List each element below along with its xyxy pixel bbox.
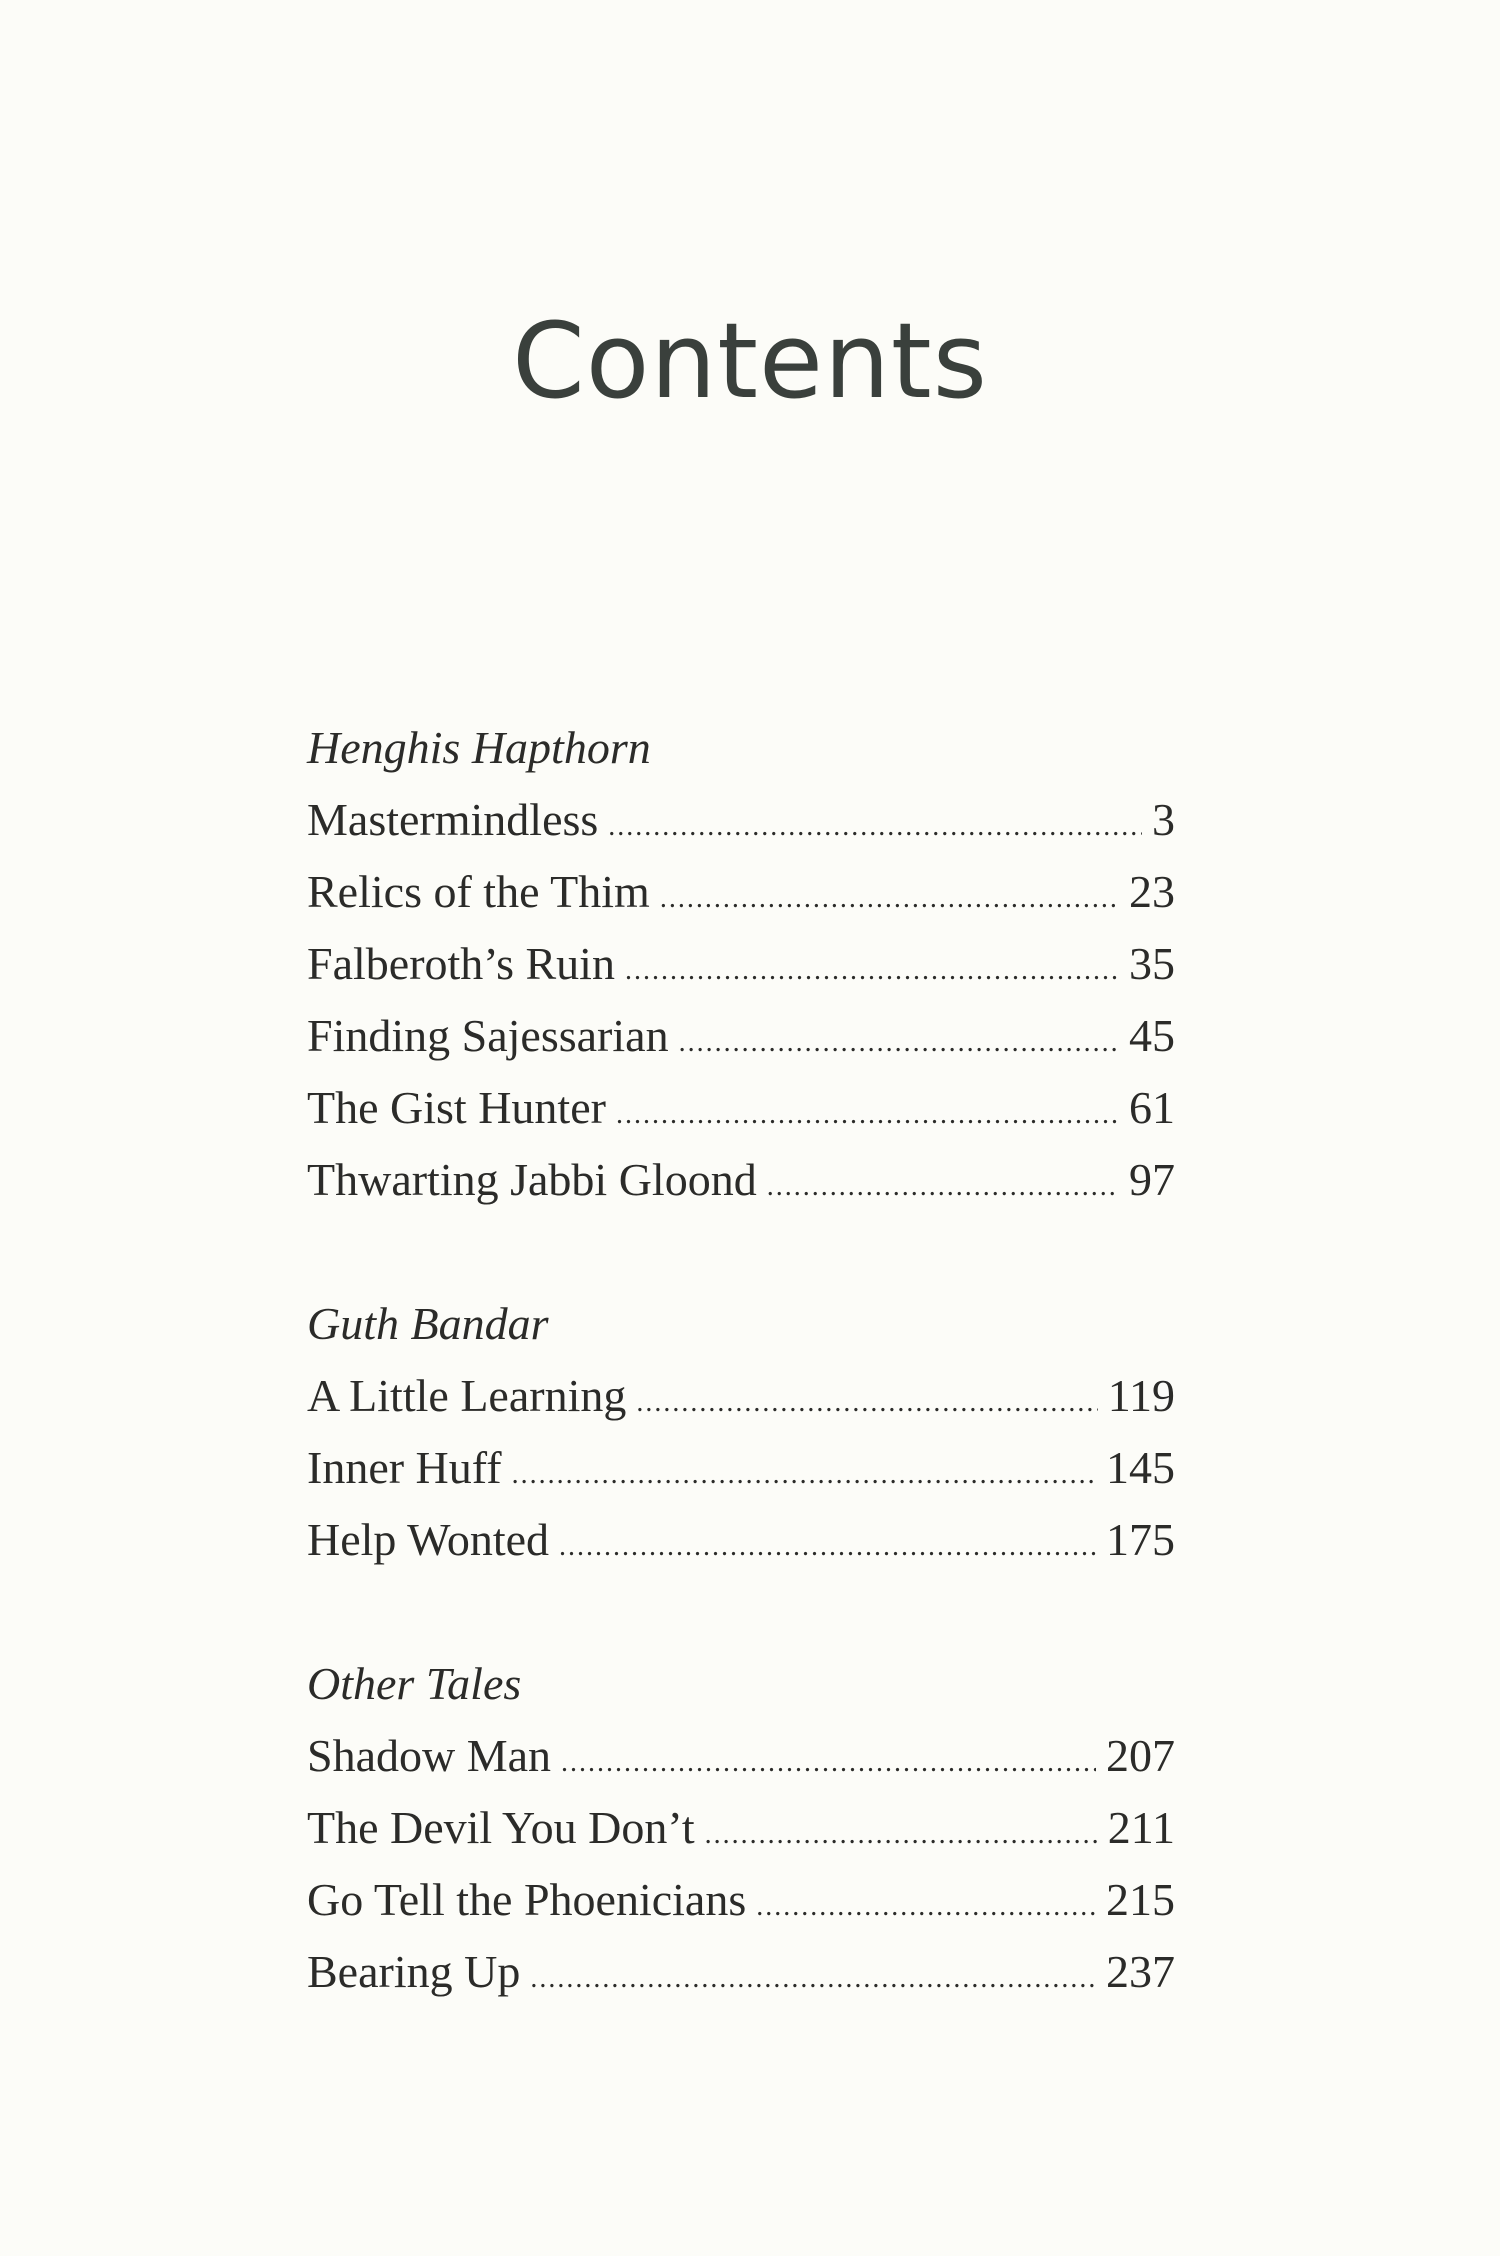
entry-title: A Little Learning xyxy=(307,1370,627,1421)
entry-page-number: 237 xyxy=(1106,1946,1175,1997)
section-heading: Other Tales xyxy=(307,1658,522,1709)
dot-leader xyxy=(616,1079,1119,1151)
toc-entry[interactable] xyxy=(307,1936,1175,2008)
entry-title: Finding Sajessarian xyxy=(307,1010,669,1061)
entry-title: Help Wonted xyxy=(307,1514,550,1565)
dot-leader xyxy=(705,1799,1098,1871)
entry-title: Falberoth’s Ruin xyxy=(307,938,615,989)
entry-page-number: 61 xyxy=(1129,1082,1175,1133)
entry-page-number: 211 xyxy=(1107,1802,1175,1853)
entry-page-number: 97 xyxy=(1129,1154,1175,1205)
toc-entry[interactable] xyxy=(307,1792,1175,1864)
table-of-contents xyxy=(307,712,1175,2080)
entry-page-number: 145 xyxy=(1106,1442,1175,1493)
toc-entry[interactable] xyxy=(307,1072,1175,1144)
entry-page-number: 215 xyxy=(1106,1874,1175,1925)
dot-leader xyxy=(636,1367,1097,1439)
dot-leader xyxy=(530,1943,1096,2015)
toc-entry[interactable] xyxy=(307,1000,1175,1072)
dot-leader xyxy=(756,1871,1096,1943)
toc-entry[interactable] xyxy=(307,1432,1175,1504)
entry-title: Bearing Up xyxy=(307,1946,521,1997)
entry-title: Go Tell the Phoenicians xyxy=(307,1874,747,1925)
entry-title: Inner Huff xyxy=(307,1442,502,1493)
entry-title: The Gist Hunter xyxy=(307,1082,606,1133)
page-title: Contents xyxy=(512,300,988,422)
toc-entry[interactable] xyxy=(307,1504,1175,1576)
entry-page-number: 119 xyxy=(1107,1370,1175,1421)
entry-page-number: 207 xyxy=(1106,1730,1175,1781)
dot-leader xyxy=(559,1511,1096,1583)
entry-title: Thwarting Jabbi Gloond xyxy=(307,1154,757,1205)
toc-section-guth-bandar xyxy=(307,1288,1175,1576)
dot-leader xyxy=(767,1151,1119,1223)
toc-entry[interactable] xyxy=(307,1144,1175,1216)
toc-entry[interactable] xyxy=(307,784,1175,856)
entry-title: Shadow Man xyxy=(307,1730,552,1781)
toc-entry[interactable] xyxy=(307,928,1175,1000)
entry-page-number: 35 xyxy=(1129,938,1175,989)
toc-section-henghis-hapthorn xyxy=(307,712,1175,1216)
entry-title: The Devil You Don’t xyxy=(307,1802,695,1853)
dot-leader xyxy=(660,863,1119,935)
dot-leader xyxy=(679,1007,1119,1079)
dot-leader xyxy=(608,791,1142,863)
toc-section-other-tales xyxy=(307,1648,1175,2008)
toc-entry[interactable] xyxy=(307,856,1175,928)
dot-leader xyxy=(512,1439,1096,1511)
toc-entry[interactable] xyxy=(307,1360,1175,1432)
dot-leader xyxy=(625,935,1119,1007)
entry-page-number: 45 xyxy=(1129,1010,1175,1061)
toc-entry[interactable] xyxy=(307,1720,1175,1792)
entry-page-number: 175 xyxy=(1106,1514,1175,1565)
entry-page-number: 3 xyxy=(1152,794,1175,845)
toc-entry[interactable] xyxy=(307,1864,1175,1936)
section-heading: Henghis Hapthorn xyxy=(307,722,651,773)
entry-title: Relics of the Thim xyxy=(307,866,650,917)
section-heading: Guth Bandar xyxy=(307,1298,549,1349)
entry-title: Mastermindless xyxy=(307,794,599,845)
entry-page-number: 23 xyxy=(1129,866,1175,917)
dot-leader xyxy=(561,1727,1096,1799)
